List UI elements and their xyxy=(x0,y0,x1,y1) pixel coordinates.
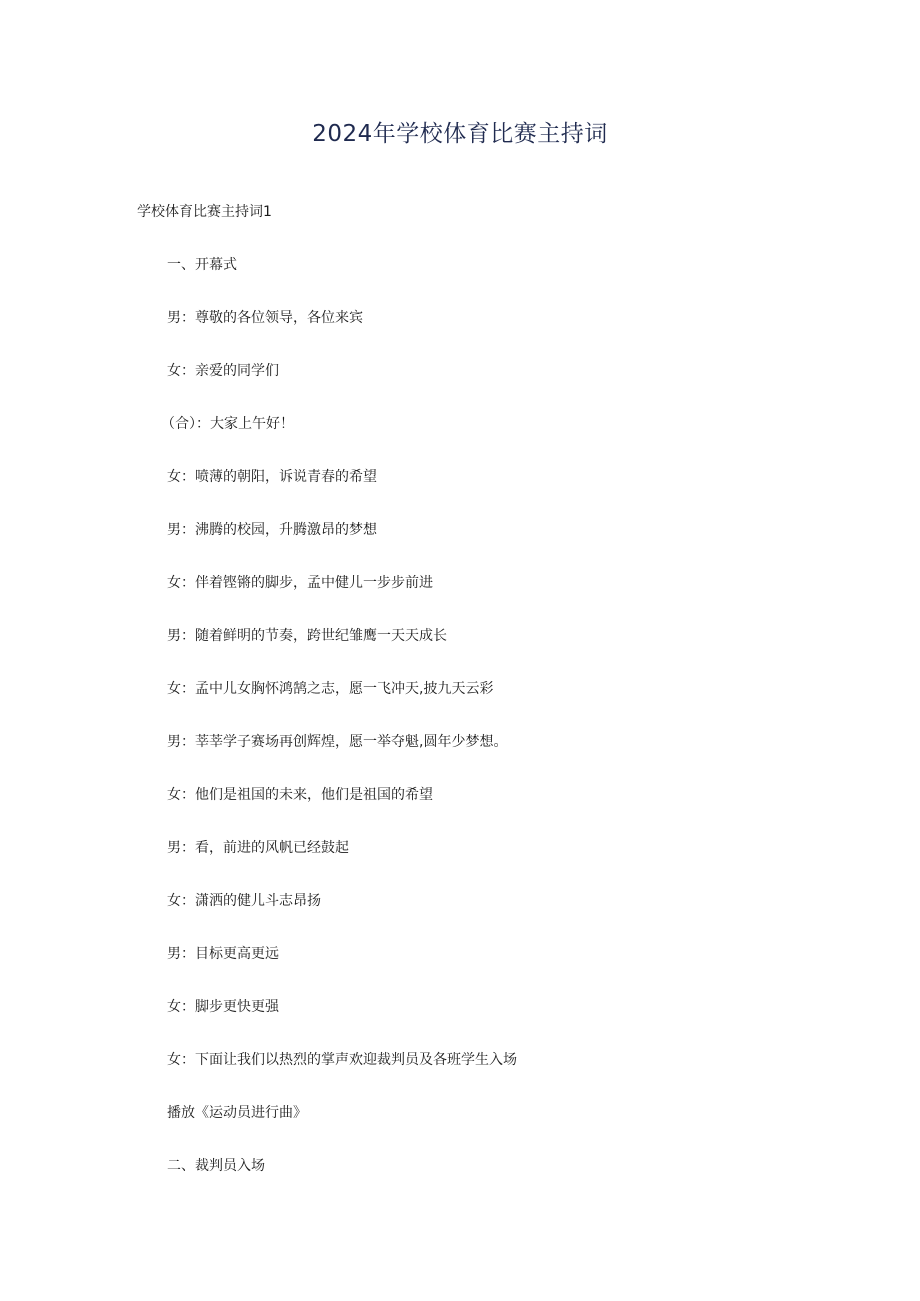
script-line: 一、开幕式 xyxy=(167,257,237,273)
script-line: 男：随着鲜明的节奏，跨世纪雏鹰一天天成长 xyxy=(167,628,447,644)
script-line: 女：伴着铿锵的脚步，孟中健儿一步步前进 xyxy=(167,575,433,591)
script-line: 女：亲爱的同学们 xyxy=(167,363,279,379)
script-line: 女：下面让我们以热烈的掌声欢迎裁判员及各班学生入场 xyxy=(167,1052,517,1068)
script-line: 播放《运动员进行曲》 xyxy=(167,1105,307,1121)
script-line: 男：莘莘学子赛场再创辉煌，愿一举夺魁,圆年少梦想。 xyxy=(167,734,508,750)
section-heading: 学校体育比赛主持词1 xyxy=(137,204,272,220)
script-line: 男：看，前进的风帆已经鼓起 xyxy=(167,840,349,856)
script-line: 女：潇洒的健儿斗志昂扬 xyxy=(167,893,321,909)
document-title: 2024年学校体育比赛主持词 xyxy=(312,121,608,147)
script-line: 女：脚步更快更强 xyxy=(167,999,279,1015)
script-line: 男：沸腾的校园，升腾激昂的梦想 xyxy=(167,522,377,538)
script-line: 女：喷薄的朝阳，诉说青春的希望 xyxy=(167,469,377,485)
script-line: 女：他们是祖国的未来，他们是祖国的希望 xyxy=(167,787,433,803)
script-line: （合）：大家上午好！ xyxy=(161,416,294,432)
script-line: 女：孟中儿女胸怀鸿鹄之志，愿一飞冲天,披九天云彩 xyxy=(167,681,494,697)
script-line: 二、裁判员入场 xyxy=(167,1158,265,1174)
script-line: 男：尊敬的各位领导，各位来宾 xyxy=(167,310,363,326)
script-line: 男：目标更高更远 xyxy=(167,946,279,962)
